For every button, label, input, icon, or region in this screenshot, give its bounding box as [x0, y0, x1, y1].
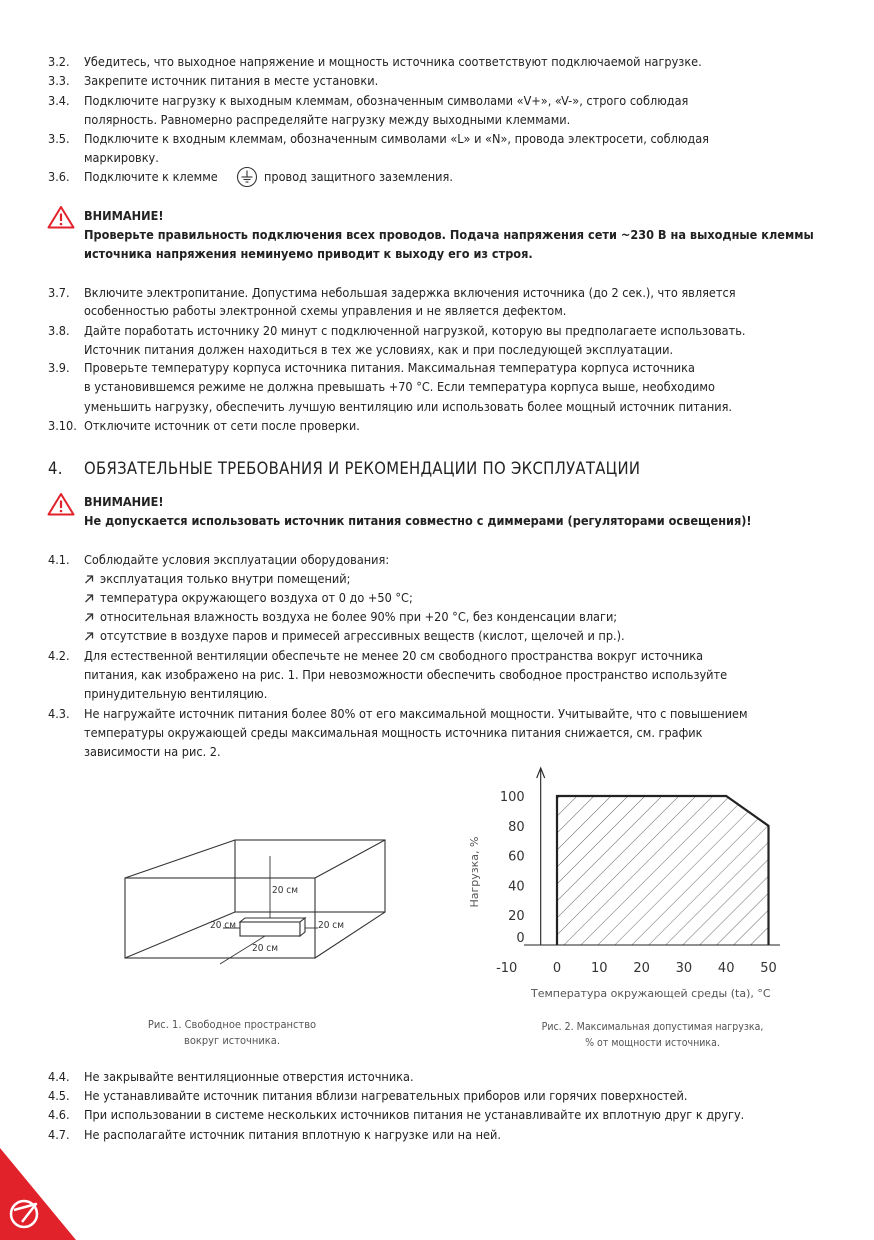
- step-text: Дайте поработать источнику 20 минут с подключенной нагрузкой, которую вы предполагаете использовать.: [84, 323, 746, 338]
- dimension-label-front: 20 см: [252, 943, 279, 954]
- step-text: Не располагайте источник питания вплотную к нагрузке или на ней.: [84, 1127, 501, 1142]
- brand-corner-logo: [0, 1148, 78, 1240]
- step-text: провод защитного заземления.: [264, 169, 453, 184]
- bullet-text: относительная влажность воздуха не более 90% при +20 °C, без конденсации влаги;: [100, 609, 618, 624]
- y-tick-label: 60: [508, 849, 525, 865]
- y-tick-label: 80: [508, 819, 525, 835]
- step-number: 3.10.: [48, 418, 77, 433]
- step-number: 3.8.: [48, 323, 70, 338]
- step-text: Подключите к клемме: [84, 169, 218, 184]
- step-number: 4.5.: [48, 1088, 70, 1103]
- step-number: 3.3.: [48, 73, 70, 88]
- dimension-label-right: 20 см: [318, 920, 345, 931]
- step-number: 4.1.: [48, 552, 70, 567]
- x-tick-label: 10: [591, 961, 608, 976]
- x-tick-label: 40: [717, 961, 735, 976]
- step-text: уменьшить нагрузку, обеспечить лучшую вентиляцию или использовать более мощный источник питания.: [84, 399, 733, 414]
- step-text: Проверьте температуру корпуса источника питания. Максимальная температура корпуса источника: [84, 360, 695, 375]
- dimension-label-top: 20 см: [272, 885, 299, 896]
- load-area: [557, 796, 769, 945]
- warning-triangle-icon: [47, 205, 75, 229]
- step-text: Подключите к входным клеммам, обозначенным символами «L» и «N», провода электросети, соблюдая: [84, 131, 709, 146]
- x-axis-label: Температура окружающей среды (ta), °C: [531, 987, 771, 1000]
- step-text: зависимости на рис. 2.: [84, 744, 221, 759]
- step-text: Включите электропитание. Допустима небольшая задержка включения источника (до 2 сек.), что является: [84, 285, 736, 300]
- step-text: Отключите источник от сети после проверки.: [84, 418, 360, 433]
- step-number: 3.5.: [48, 131, 70, 146]
- x-tick-label: 20: [633, 961, 650, 976]
- section-number: 4.: [48, 459, 63, 478]
- step-text: особенностью работы электронной схемы управления и не является дефектом.: [84, 303, 567, 318]
- step-text: Не устанавливайте источник питания вблизи нагревательных приборов или горячих поверхностей.: [84, 1088, 688, 1103]
- ground-terminal-icon: [236, 166, 258, 188]
- step-number: 3.2.: [48, 54, 70, 69]
- x-tick-label: 30: [675, 961, 693, 976]
- y-tick-label: 100: [499, 790, 525, 805]
- step-number: 4.2.: [48, 648, 70, 663]
- step-text: При использовании в системе нескольких источников питания не устанавливайте их вплотную друг к другу.: [84, 1107, 745, 1122]
- step-text: питания, как изображено на рис. 1. При невозможности обеспечить свободное пространство используйте: [84, 667, 728, 682]
- caption-line: Рис. 2. Максимальная допустимая нагрузка,: [541, 1021, 764, 1033]
- step-text: Закрепите источник питания в месте установки.: [84, 73, 379, 88]
- warning-text: источника напряжения неминуемо приводит к выходу его из строя.: [84, 246, 533, 261]
- y-tick-label: 20: [508, 909, 525, 925]
- load-derating-chart: [460, 760, 780, 1010]
- bullet-text: отсутствие в воздухе паров и примесей агрессивных веществ (кислот, щелочей и пр.).: [100, 628, 625, 643]
- step-number: 4.6.: [48, 1107, 70, 1122]
- bullet-text: эксплуатация только внутри помещений;: [100, 571, 351, 586]
- step-number: 4.4.: [48, 1069, 70, 1084]
- step-number: 3.6.: [48, 169, 70, 184]
- step-number: 4.3.: [48, 706, 70, 721]
- step-text: Убедитесь, что выходное напряжение и мощность источника соответствуют подключаемой нагрузке.: [84, 54, 702, 69]
- step-text: Соблюдайте условия эксплуатации оборудования:: [84, 552, 390, 567]
- warning-title: ВНИМАНИЕ!: [84, 208, 164, 223]
- warning-title: ВНИМАНИЕ!: [84, 494, 164, 509]
- caption-line: вокруг источника.: [184, 1034, 280, 1047]
- step-text: температуры окружающей среды максимальная мощность источника питания снижается, см. график: [84, 725, 703, 740]
- step-text: принудительную вентиляцию.: [84, 686, 268, 701]
- step-text: полярность. Равномерно распределяйте нагрузку между выходными клеммами.: [84, 112, 571, 127]
- caption-line: Рис. 1. Свободное пространство: [147, 1018, 317, 1031]
- x-tick-label: 0: [552, 961, 562, 976]
- bullet-arrow-icon: [84, 574, 94, 584]
- step-text: Не нагружайте источник питания более 80% от его максимальной мощности. Учитывайте, что с повышением: [84, 706, 748, 721]
- step-text: Для естественной вентиляции обеспечьте не менее 20 см свободного пространства вокруг источника: [84, 648, 704, 663]
- bullet-arrow-icon: [84, 593, 94, 603]
- x-tick-label: -10: [496, 961, 518, 976]
- figure2-caption: [510, 1019, 795, 1051]
- step-text: Не закрывайте вентиляционные отверстия источника.: [84, 1069, 414, 1084]
- step-number: 3.4.: [48, 93, 70, 108]
- caption-line: % от мощности источника.: [585, 1037, 720, 1049]
- dimension-label-left: 20 см: [210, 920, 237, 931]
- step-number: 3.9.: [48, 360, 70, 375]
- warning-triangle-icon: [47, 492, 75, 516]
- bullet-arrow-icon: [84, 612, 94, 622]
- step-text: Источник питания должен находиться в тех же условиях, как и при последующей эксплуатации.: [84, 342, 674, 357]
- step-text: маркировку.: [84, 150, 159, 165]
- figure1-caption: [112, 1017, 352, 1049]
- warning-text: Проверьте правильность подключения всех проводов. Подача напряжения сети ~230 В на выходные клеммы: [84, 227, 814, 242]
- x-tick-label: 50: [760, 961, 777, 976]
- bullet-arrow-icon: [84, 631, 94, 641]
- step-number: 4.7.: [48, 1127, 70, 1142]
- y-tick-label: 40: [508, 879, 525, 895]
- bullet-text: температура окружающего воздуха от 0 до +50 °C;: [100, 590, 413, 605]
- step-text: Подключите нагрузку к выходным клеммам, обозначенным символами «V+», «V-», строго соблюдая: [84, 93, 689, 108]
- y-tick-label: 0: [516, 931, 525, 946]
- warning-text: Не допускается использовать источник питания совместно с диммерами (регуляторами освещения)!: [84, 513, 752, 528]
- step-text: в установившемся режиме не должна превышать +70 °C. Если температура корпуса выше, необходимо: [84, 379, 715, 394]
- y-axis-label: Нагрузка, %: [468, 836, 481, 908]
- step-number: 3.7.: [48, 285, 70, 300]
- section-title: ОБЯЗАТЕЛЬНЫЕ ТРЕБОВАНИЯ И РЕКОМЕНДАЦИИ ПО ЭКСПЛУАТАЦИИ: [84, 459, 641, 478]
